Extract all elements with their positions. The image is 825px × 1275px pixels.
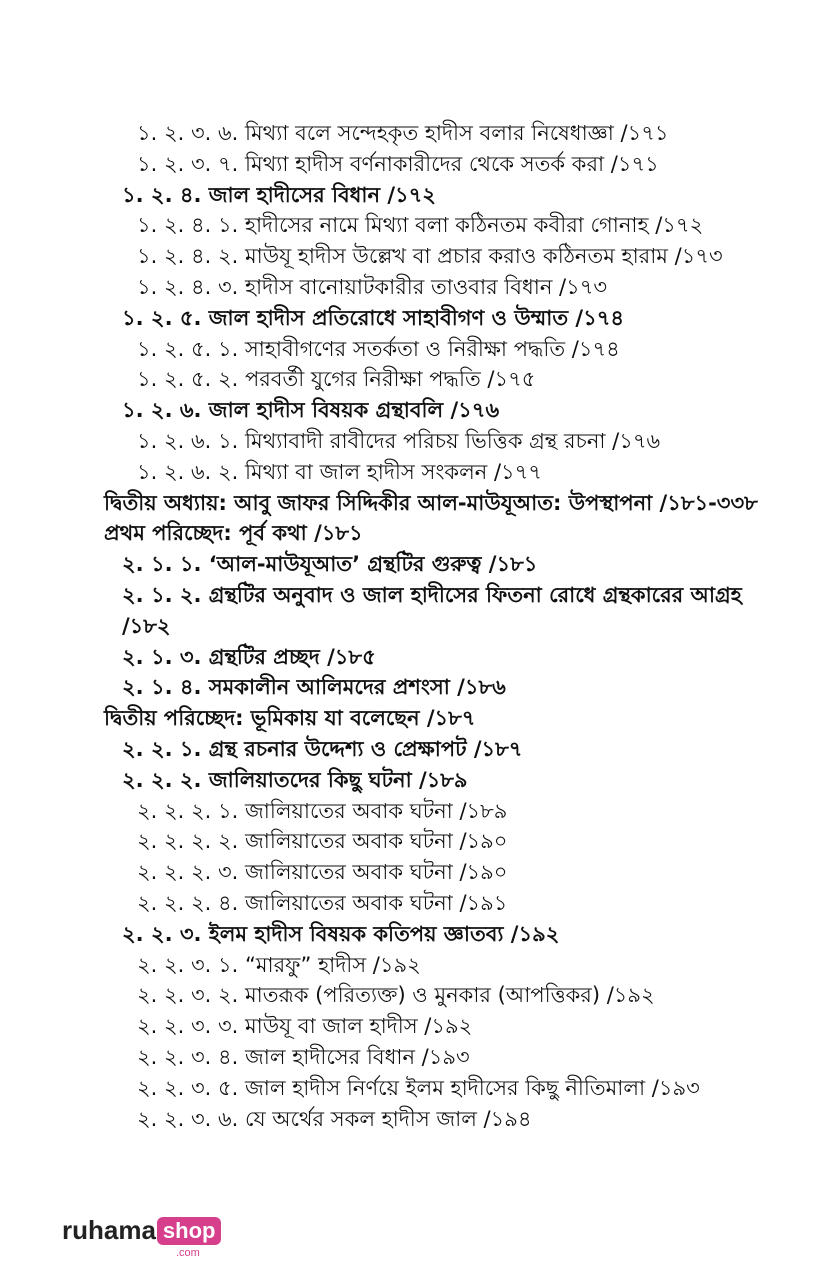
toc-entry: ২. ২. ১. গ্রন্থ রচনার উদ্দেশ্য ও প্রেক্ষাপট /১৮৭ bbox=[122, 737, 523, 761]
toc-entry: ১. ২. ৩. ৭. মিথ্যা হাদীস বর্ণনাকারীদের থেকে সতর্ক করা /১৭১ bbox=[137, 151, 659, 176]
toc-entry: ১. ২. ৬. ১. মিথ্যাবাদী রাবীদের পরিচয় ভিত্তিক গ্রন্থ রচনা /১৭৬ bbox=[137, 429, 661, 453]
logo-text-dotcom: .com bbox=[176, 1247, 200, 1259]
toc-entry: ১. ২. ৪. ২. মাউযূ হাদীস উল্লেখ বা প্রচার করাও কঠিনতম হারাম /১৭৩ bbox=[137, 244, 723, 269]
toc-entry: ২. ১. ১. ‘আল-মাউযূআত’ গ্রন্থটির গুরুত্ব /১৮১ bbox=[122, 552, 538, 577]
toc-entry: ২. ২. ৩. ইলম হাদীস বিষয়ক কতিপয় জ্ঞাতব্য /১৯২ bbox=[122, 921, 560, 946]
toc-entry: প্রথম পরিচ্ছেদ: পূর্ব কথা /১৮১ bbox=[104, 521, 363, 546]
toc-entry: ২. ২. ৩. ২. মাতরূক (পরিত্যক্ত) ও মুনকার (আপত্তিকর) /১৯২ bbox=[137, 983, 655, 1008]
toc-entry: ২. ২. ৩. ৪. জাল হাদীসের বিধান /১৯৩ bbox=[137, 1045, 470, 1069]
toc-entry: ১. ২. ৬. ২. মিথ্যা বা জাল হাদীস সংকলন /১৭৭ bbox=[137, 459, 542, 484]
toc-entry: ১. ২. ৬. জাল হাদীস বিষয়ক গ্রন্থাবলি /১৭৬ bbox=[122, 398, 500, 423]
logo-text-shop: shop bbox=[157, 1217, 222, 1245]
toc-entry: দ্বিতীয় পরিচ্ছেদ: ভূমিকায় যা বলেছেন /১৮৭ bbox=[104, 706, 476, 731]
toc-entry: ২. ২. ২. ১. জালিয়াতের অবাক ঘটনা /১৮৯ bbox=[137, 798, 508, 823]
toc-entry: ২. ২. ২. ৩. জালিয়াতের অবাক ঘটনা /১৯০ bbox=[137, 860, 508, 885]
toc-entry: ২. ২. ৩. ৫. জাল হাদীস নির্ণয়ে ইলম হাদীসের কিছু নীতিমালা /১৯৩ bbox=[137, 1075, 700, 1100]
toc-entry: ১. ২. ৫. ২. পরবর্তী যুগের নিরীক্ষা পদ্ধতি /১৭৫ bbox=[137, 367, 536, 392]
toc-entry: দ্বিতীয় অধ্যায়: আবু জাফর সিদ্দিকীর আল-মাউযূআত: উপস্থাপনা /১৮১-৩৩৮ bbox=[104, 490, 758, 515]
toc-entry: ২. ২. ২. ২. জালিয়াতের অবাক ঘটনা /১৯০ bbox=[137, 829, 508, 854]
toc-entry: ২. ১. ৩. গ্রন্থটির প্রচ্ছদ /১৮৫ bbox=[122, 644, 376, 669]
toc-entry: ২. ১. ২. গ্রন্থটির অনুবাদ ও জাল হাদীসের ফিতনা রোধে গ্রন্থকারের আগ্রহ /১৮২ bbox=[122, 583, 742, 638]
toc-entry: ২. ২. ৩. ৬. যে অর্থের সকল হাদীস জাল /১৯৪ bbox=[137, 1106, 532, 1131]
toc-entry: ২. ২. ৩. ৩. মাউযূ বা জাল হাদীস /১৯২ bbox=[137, 1014, 473, 1039]
ruhamashop-watermark-logo bbox=[62, 1215, 221, 1259]
toc-entry: ১. ২. ৫. ১. সাহাবীগণের সতর্কতা ও নিরীক্ষা পদ্ধতি /১৭৪ bbox=[137, 336, 620, 361]
toc-entry: ২. ২. ২. ৪. জালিয়াতের অবাক ঘটনা /১৯১ bbox=[137, 891, 508, 915]
toc-entry: ১. ২. ৫. জাল হাদীস প্রতিরোধে সাহাবীগণ ও উম্মাত /১৭৪ bbox=[122, 305, 625, 330]
toc-entry: ১. ২. ৪. ১. হাদীসের নামে মিথ্যা বলা কঠিনতম কবীরা গোনাহ /১৭২ bbox=[137, 213, 704, 238]
toc-entry: ২. ২. ২. জালিয়াতদের কিছু ঘটনা /১৮৯ bbox=[122, 767, 468, 792]
toc-entry: ১. ২. ৩. ৬. মিথ্যা বলে সন্দেহকৃত হাদীস বলার নিষেধাজ্ঞা /১৭১ bbox=[137, 121, 669, 145]
toc-entry: ১. ২. ৪. ৩. হাদীস বানোয়াটকারীর তাওবার বিধান /১৭৩ bbox=[137, 275, 608, 299]
logo-text-ruhama: ruhama bbox=[62, 1215, 156, 1245]
toc-entry: ১. ২. ৪. জাল হাদীসের বিধান /১৭২ bbox=[122, 182, 436, 207]
toc-entry: ২. ২. ৩. ১. “মারফু” হাদীস /১৯২ bbox=[137, 952, 421, 977]
toc-entry: ২. ১. ৪. সমকালীন আলিমদের প্রশংসা /১৮৬ bbox=[122, 675, 506, 700]
